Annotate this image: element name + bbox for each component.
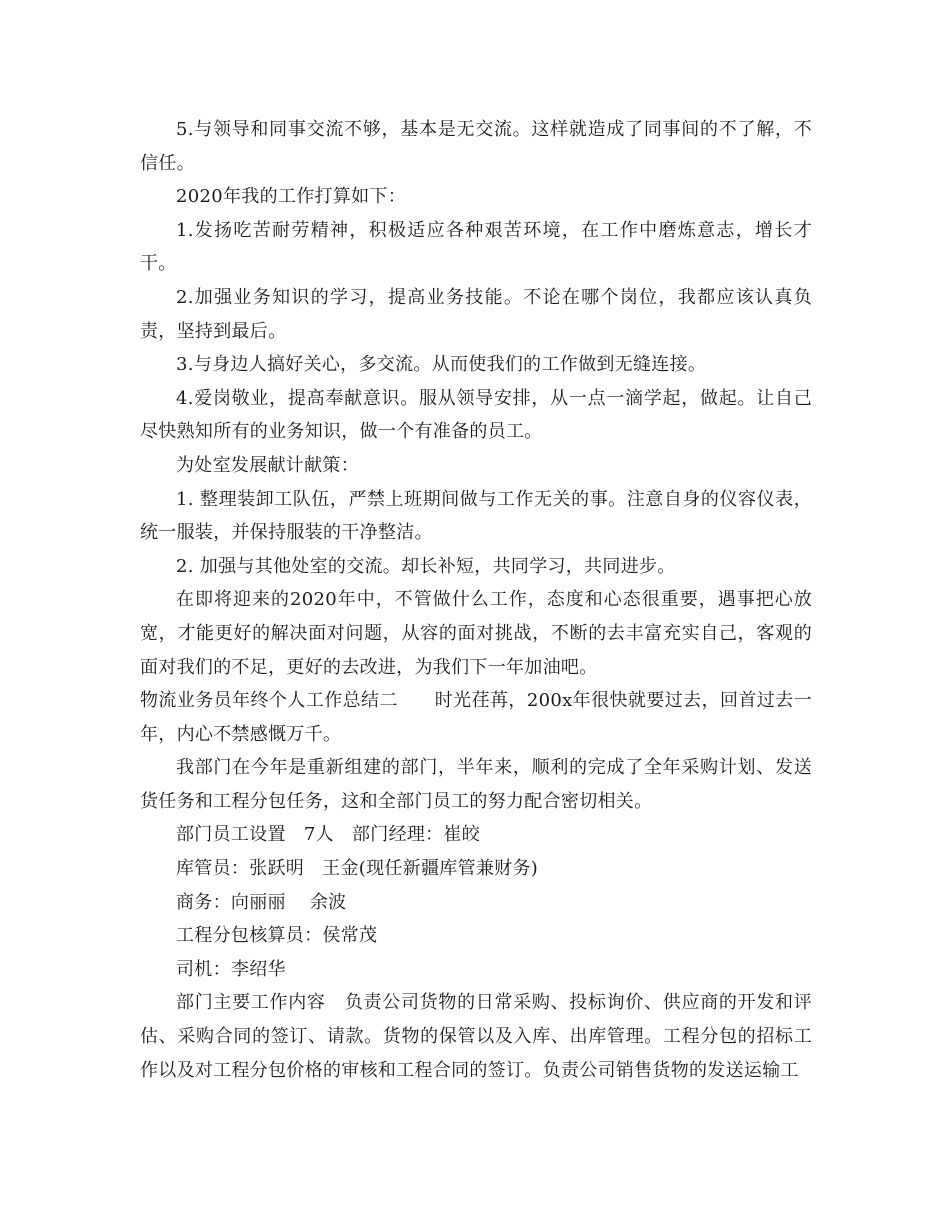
paragraph-plan-heading: 2020年我的工作打算如下： — [176, 186, 407, 208]
paragraph-plan-3: 3.与身边人搞好关心，多交流。从而使我们的工作做到无缝连接。 — [176, 354, 707, 376]
paragraph-accountant: 工程分包核算员：侯常茂 — [176, 925, 378, 947]
paragraph-plan-4: 4.爱岗敬业，提高奉献意识。服从领导安排，从一点一滴学起，做起。让自己尽快熟知所有的业务知识，做一个有准备的员工。 — [140, 387, 812, 443]
paragraph-warehouse-staff: 库管员：张跃明 王金(现任新疆库管兼财务) — [176, 858, 539, 880]
paragraph-driver: 司机：李绍华 — [176, 958, 286, 980]
paragraph-suggestion-2: 2. 加强与其他处室的交流。却长补短，共同学习，共同进步。 — [176, 555, 676, 577]
paragraph-closing: 在即将迎来的2020年中，不管做什么工作，态度和心态很重要，遇事把心放宽，才能更好的解决面对问题，从容的面对挑战，不断的去丰富充实自己，客观的面对我们的不足，更好的去改进，为我们下一年加油吧。 — [140, 589, 812, 678]
paragraph-staff-setup: 部门员工设置 7人 部门经理：崔皎 — [176, 824, 481, 846]
paragraph-plan-2: 2.加强业务知识的学习，提高业务技能。不论在哪个岗位，我都应该认真负责，坚持到最后。 — [140, 286, 812, 342]
paragraph-commerce-staff: 商务：向丽丽 余波 — [176, 891, 347, 913]
paragraph-weakness-5: 5.与领导和同事交流不够，基本是无交流。这样就造成了同事间的不了解，不信任。 — [140, 119, 812, 174]
paragraph-suggestions-heading: 为处室发展献计献策： — [176, 454, 359, 476]
paragraph-suggestion-1: 1. 整理装卸工队伍，严禁上班期间做与工作无关的事。注意自身的仪容仪表，统一服装，并保持服装的干净整洁。 — [140, 488, 812, 544]
paragraph-main-duties: 部门主要工作内容 负责公司货物的日常采购、投标询价、供应商的开发和评估、采购合同的签订、请款。货物的保管以及入库、出库管理。工程分包的招标工作以及对工程分包价格的审核和工程合同的签订。负责公司销售货物的发送运输工 — [140, 992, 812, 1081]
paragraph-section-two-title: 物流业务员年终个人工作总结二 时光荏苒，200x年很快就要过去，回首过去一年，内心不禁感慨万千。 — [140, 690, 812, 745]
document-body — [140, 113, 812, 1087]
paragraph-plan-1: 1.发扬吃苦耐劳精神，积极适应各种艰苦环境，在工作中磨炼意志，增长才干。 — [140, 219, 812, 275]
paragraph-department-intro: 我部门在今年是重新组建的部门，半年来，顺利的完成了全年采购计划、发送货任务和工程分包任务，这和全部门员工的努力配合密切相关。 — [140, 757, 812, 812]
